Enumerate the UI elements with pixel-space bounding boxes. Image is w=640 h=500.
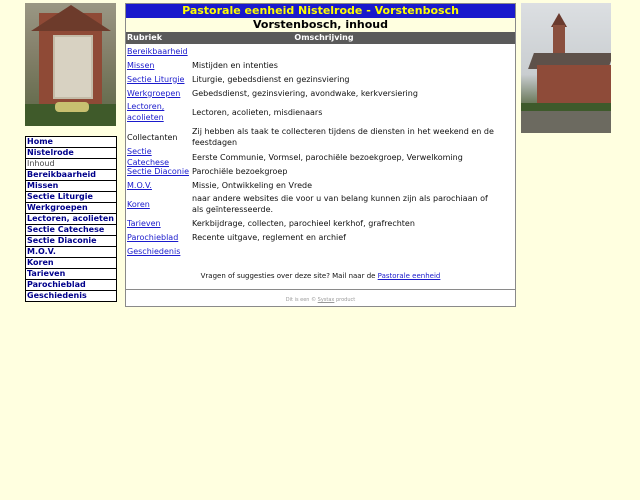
footer-text-pre: Dit is een © [285, 297, 318, 303]
rubriek-link[interactable]: Parochieblad [127, 232, 179, 242]
nav-item-bereikbaarheid[interactable]: Bereikbaarheid [26, 170, 116, 181]
table-row [126, 192, 515, 216]
table-row [126, 44, 515, 58]
systax-link[interactable]: Systax [317, 297, 335, 303]
chapel-roof [31, 5, 111, 31]
rubriek-cell [126, 232, 192, 243]
chapel-photo [25, 3, 116, 126]
nav-item-sectie-liturgie[interactable]: Sectie Liturgie [26, 192, 116, 203]
main-panel [125, 3, 516, 307]
divider [126, 289, 515, 290]
content-table [126, 44, 515, 258]
nav-item-lectoren-acolieten[interactable]: Lectoren, acolieten [26, 214, 116, 225]
omschrijving-cell: Parochiële bezoekgroep [192, 166, 288, 176]
omschrijving-cell: Recente uitgave, reglement en archief [192, 232, 346, 242]
rubriek-cell [126, 132, 192, 143]
rubriek-link[interactable]: Tarieven [127, 218, 161, 228]
table-row [126, 147, 515, 167]
footer [126, 297, 515, 303]
omschrijving-cell: Missie, Ontwikkeling en Vrede [192, 180, 313, 190]
table-row [126, 178, 515, 192]
table-row [126, 58, 515, 72]
omschrijving-cell: Liturgie, gebedsdienst en gezinsviering [192, 74, 350, 84]
rubriek-link[interactable]: M.O.V. [127, 180, 152, 190]
omschrijving-cell: Mistijden en intenties [192, 60, 278, 70]
rubriek-cell [126, 246, 192, 257]
flowers [55, 102, 89, 112]
nav-item-koren[interactable]: Koren [26, 258, 116, 269]
rubriek-cell [126, 218, 192, 229]
feedback-text: Vragen of suggesties over deze site? Mail naar de [200, 272, 378, 280]
rubriek-link[interactable]: Missen [127, 60, 155, 70]
table-row [126, 86, 515, 100]
rubriek-link[interactable]: Lectoren, acolieten [127, 102, 165, 122]
street [521, 111, 611, 133]
rubriek-cell [126, 74, 192, 85]
rubriek-link[interactable]: Werkgroepen [127, 88, 181, 98]
rubriek-cell [126, 166, 192, 177]
column-header-omschrijving: Omschrijving [294, 33, 354, 42]
omschrijving-cell: Kerkbijdrage, collecten, parochieel kerkhof, grafrechten [192, 218, 415, 228]
rubriek-link[interactable]: Bereikbaarheid [127, 46, 188, 56]
rubriek-link[interactable]: Sectie Diaconie [127, 166, 190, 176]
rubriek-cell [126, 60, 192, 71]
page-title: Vorstenbosch, inhoud [126, 18, 515, 32]
rubriek-link[interactable]: Sectie Liturgie [127, 74, 185, 84]
rubriek-link[interactable]: Koren [127, 199, 150, 209]
table-row [126, 230, 515, 244]
nav-item-nistelrode[interactable]: Nistelrode [26, 148, 116, 159]
nav-item-sectie-diaconie[interactable]: Sectie Diaconie [26, 236, 116, 247]
column-header-rubriek: Rubriek [127, 33, 163, 42]
table-row [126, 244, 515, 258]
nav-item-geschiedenis[interactable]: Geschiedenis [27, 291, 87, 300]
nav-item-m-o-v[interactable]: M.O.V. [26, 247, 116, 258]
omschrijving-cell: Zij hebben als taak te collecteren tijdens de diensten in het weekend en de feestdagen [192, 127, 494, 147]
nav-item-parochieblad[interactable]: Parochieblad [26, 280, 116, 291]
table-row [126, 164, 515, 178]
nav-item-missen[interactable]: Missen [26, 181, 116, 192]
table-row [126, 72, 515, 86]
nav-item-tarieven[interactable]: Tarieven [26, 269, 116, 280]
site-banner: Pastorale eenheid Nistelrode - Vorstenbosch [126, 4, 515, 18]
rubriek-cell [126, 199, 192, 210]
omschrijving-cell: Eerste Communie, Vormsel, parochiële bezoekgroep, Verwelkoming [192, 152, 463, 162]
nav-item-home[interactable]: Home [26, 137, 116, 148]
contact-link[interactable]: Pastorale eenheid [377, 272, 441, 280]
rubriek-cell [126, 88, 192, 99]
table-row [126, 100, 515, 124]
rubriek-cell [126, 180, 192, 191]
rubriek-label: Collectanten [127, 132, 178, 142]
footer-text-post: product [334, 297, 356, 303]
nav-item-inhoud[interactable]: Inhoud [26, 159, 116, 170]
nav-item-werkgroepen[interactable]: Werkgroepen [26, 203, 116, 214]
feedback-line [126, 272, 515, 280]
table-header [126, 32, 515, 44]
church-street-photo [521, 3, 611, 133]
chapel-niche [53, 35, 93, 99]
omschrijving-cell: naar andere websites die voor u van belang kunnen zijn als parochiaan of als geïnteresseerde. [192, 194, 488, 214]
rubriek-link[interactable]: Geschiedenis [127, 246, 181, 256]
rubriek-link[interactable]: Sectie Catechese [127, 147, 170, 167]
nav-item-sectie-catechese[interactable]: Sectie Catechese [26, 225, 116, 236]
table-row [126, 216, 515, 230]
omschrijving-cell: Gebedsdienst, gezinsviering, avondwake, kerkversiering [192, 88, 418, 98]
sidebar-nav [25, 136, 117, 302]
rubriek-cell [126, 46, 192, 57]
omschrijving-cell: Lectoren, acolieten, misdienaars [192, 107, 323, 117]
rubriek-cell [126, 101, 192, 123]
